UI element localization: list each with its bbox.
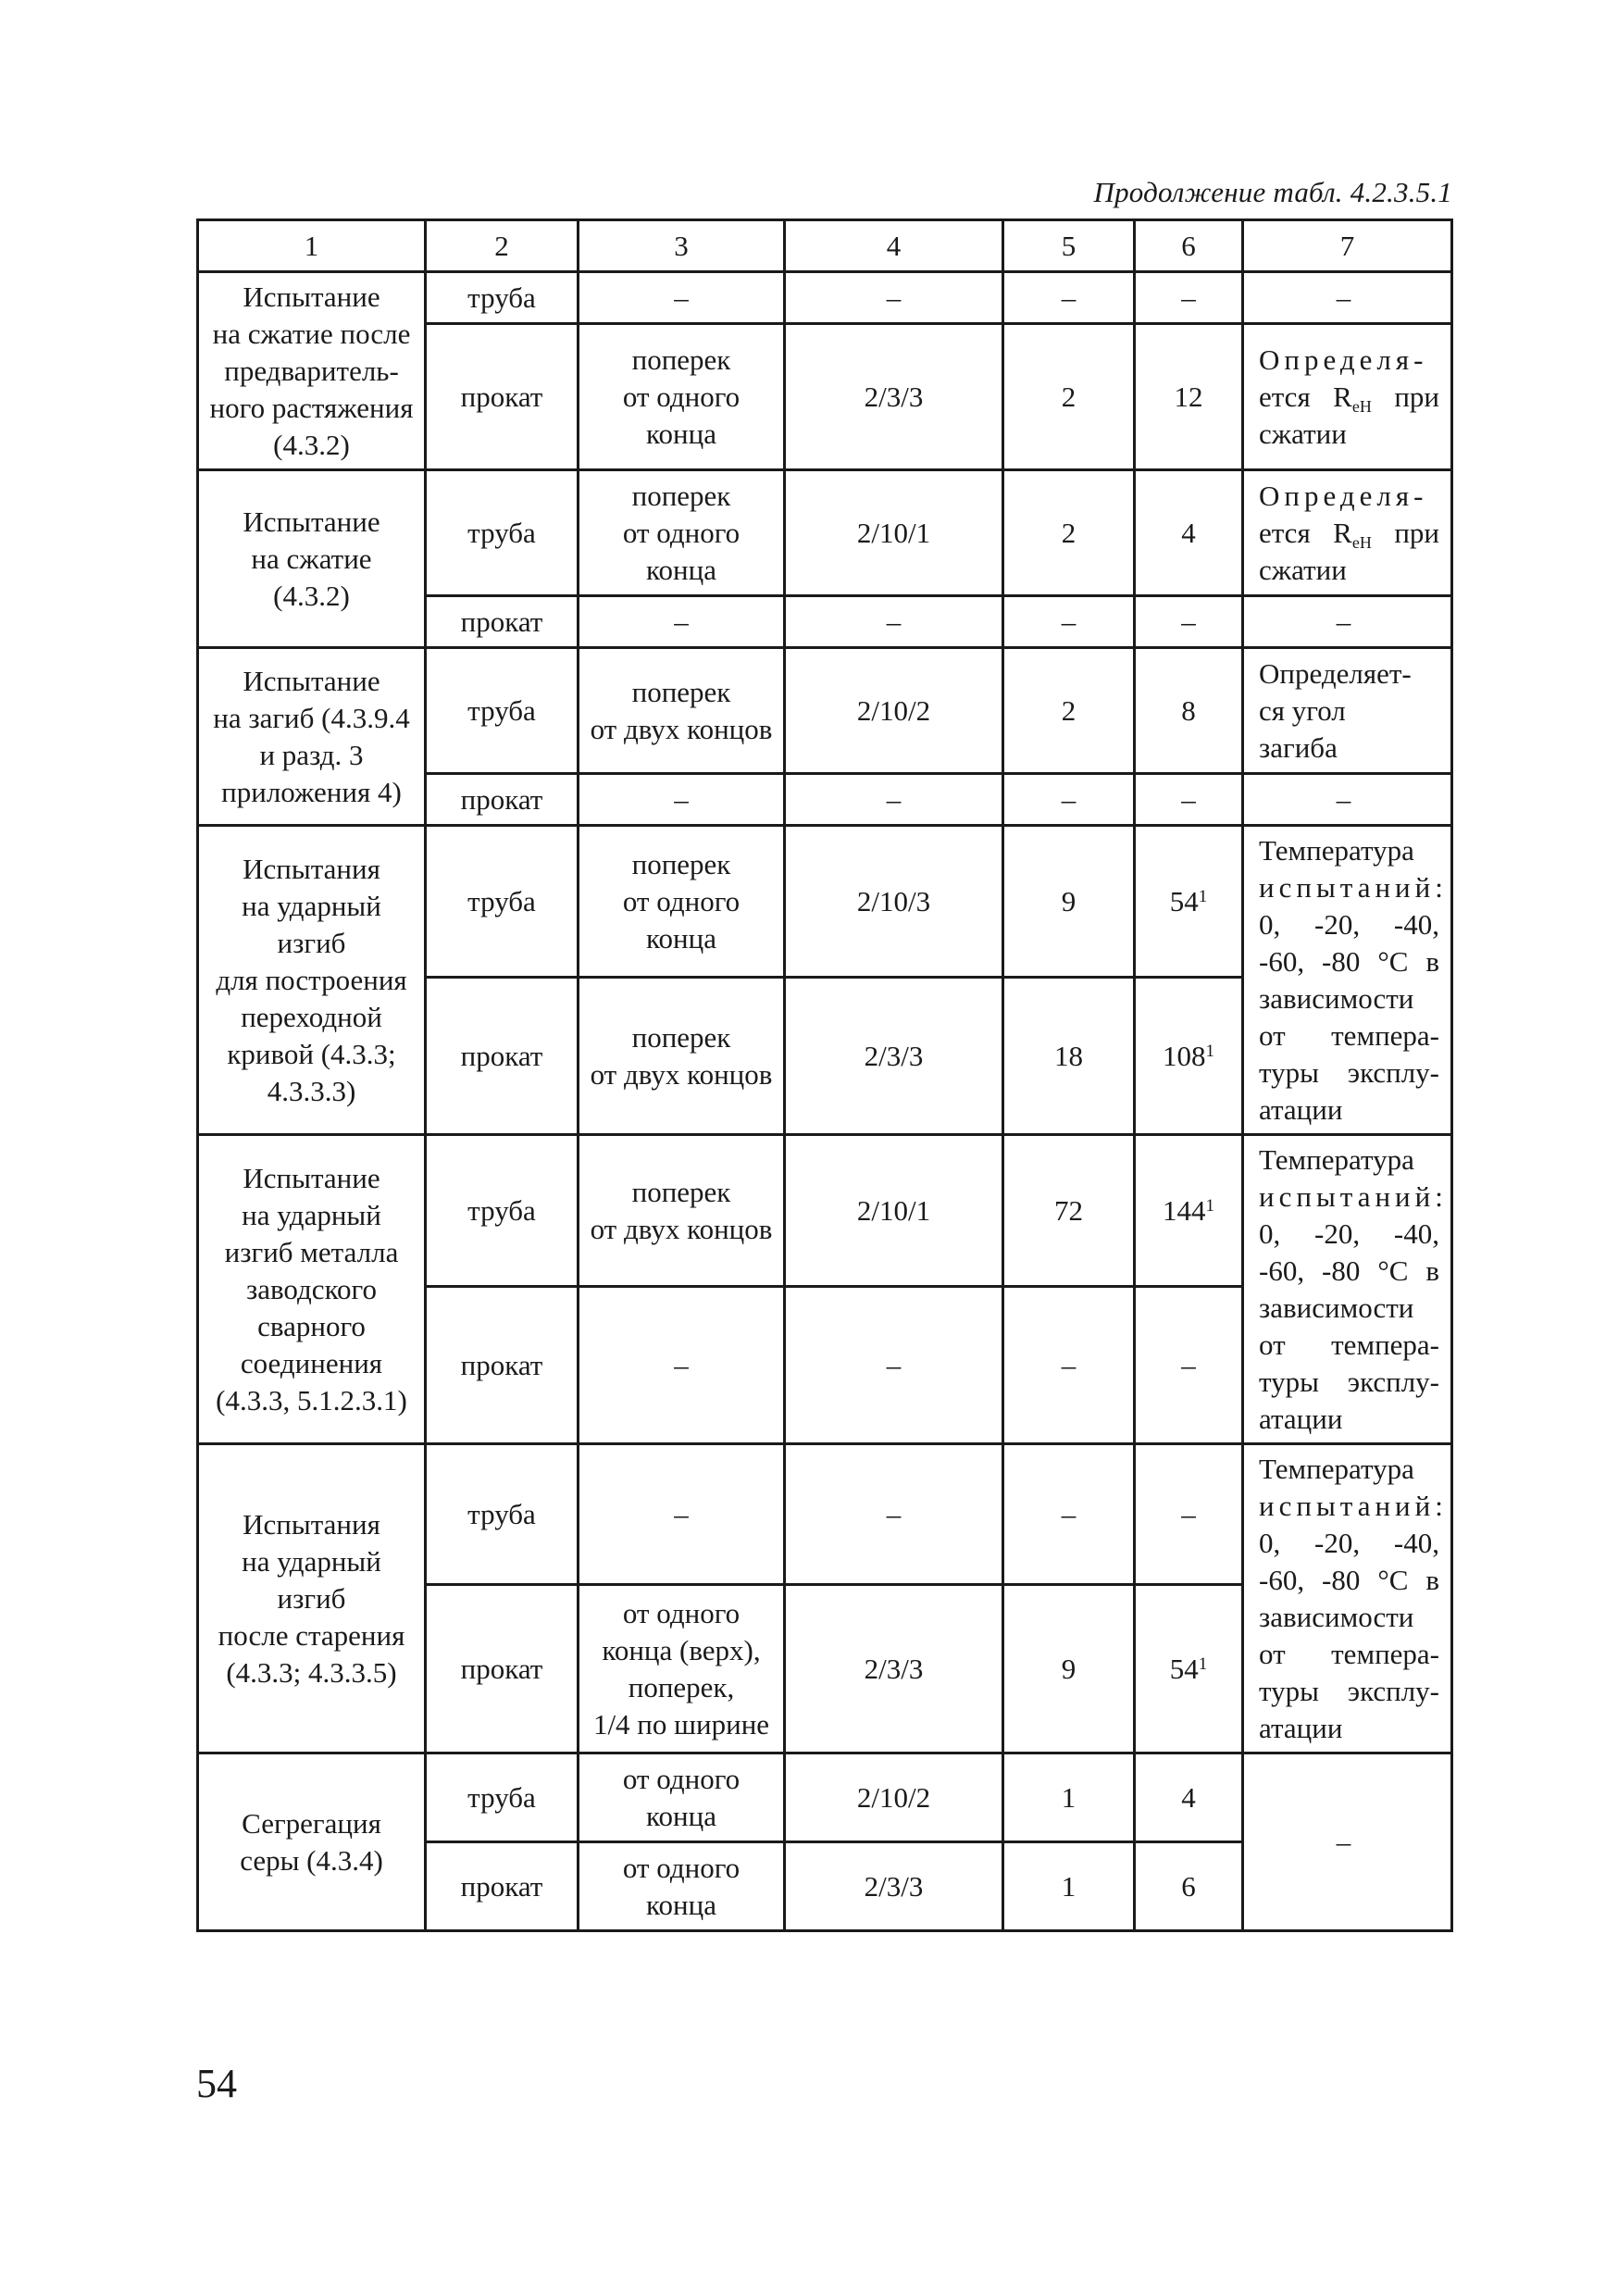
test-table — [196, 218, 1453, 1932]
samples-cell: 2 — [1003, 324, 1135, 470]
table-row — [198, 826, 1452, 978]
footnote-mark: 1 — [1198, 1653, 1208, 1674]
tests-cell: 4 — [1135, 1753, 1243, 1842]
table-row — [198, 1444, 1452, 1585]
test-name-cell: Испытание на загиб (4.3.9.4 и разд. 3 приложения 4) — [198, 648, 426, 826]
sampling-cell: поперек от одного конца — [579, 324, 785, 470]
header-cell: 1 — [198, 220, 426, 272]
samples-cell: 1 — [1003, 1842, 1135, 1931]
quantity-cell: 2/3/3 — [785, 978, 1003, 1135]
samples-cell: – — [1003, 596, 1135, 648]
product-type-cell: труба — [426, 1135, 579, 1287]
note-cell: – — [1243, 596, 1452, 648]
header-cell: 7 — [1243, 220, 1452, 272]
sampling-cell: поперек от одного конца — [579, 826, 785, 978]
table-row — [198, 648, 1452, 774]
quantity-cell: – — [785, 272, 1003, 324]
product-type-cell: прокат — [426, 978, 579, 1135]
sampling-cell: – — [579, 1444, 785, 1585]
note-cell: Определяет- ся угол загиба — [1243, 648, 1452, 774]
quantity-cell: – — [785, 1444, 1003, 1585]
note-cell: – — [1243, 272, 1452, 324]
product-type-cell: труба — [426, 648, 579, 774]
tests-cell: $54^1$ — [1135, 1585, 1243, 1753]
quantity-cell: 2/10/2 — [785, 1753, 1003, 1842]
note-cell: Температура испытаний: 0, -20, -40, -60, -80 °С в зависимости от темпера- туры эксплу- атации — [1243, 1135, 1452, 1444]
sampling-cell: поперек от одного конца — [579, 470, 785, 596]
product-type-cell: прокат — [426, 1585, 579, 1753]
page-number: 54 — [196, 2061, 237, 2106]
sampling-cell: – — [579, 774, 785, 826]
samples-cell: 9 — [1003, 826, 1135, 978]
table-row — [198, 470, 1452, 596]
quantity-cell: 2/10/1 — [785, 1135, 1003, 1287]
samples-cell: – — [1003, 774, 1135, 826]
samples-cell: – — [1003, 1287, 1135, 1444]
sampling-cell: – — [579, 272, 785, 324]
quantity-cell: – — [785, 1287, 1003, 1444]
samples-cell: 1 — [1003, 1753, 1135, 1842]
header-cell: 5 — [1003, 220, 1135, 272]
table-row — [198, 1753, 1452, 1842]
tests-cell: 4 — [1135, 470, 1243, 596]
header-cell: 3 — [579, 220, 785, 272]
quantity-cell: – — [785, 774, 1003, 826]
product-type-cell: прокат — [426, 774, 579, 826]
table-row — [198, 272, 1452, 324]
table-row — [198, 1135, 1452, 1287]
tests-cell: 12 — [1135, 324, 1243, 470]
product-type-cell: прокат — [426, 1287, 579, 1444]
tests-cell: – — [1135, 272, 1243, 324]
product-type-cell: прокат — [426, 596, 579, 648]
table-continuation-caption: Продолжение табл. 4.2.3.5.1 — [1093, 176, 1452, 208]
footnote-mark: 1 — [1205, 1195, 1214, 1216]
quantity-cell: 2/3/3 — [785, 1585, 1003, 1753]
product-type-cell: труба — [426, 1444, 579, 1585]
sampling-cell: от одного конца — [579, 1753, 785, 1842]
samples-cell: 2 — [1003, 470, 1135, 596]
product-type-cell: труба — [426, 272, 579, 324]
tests-cell: $108^1$ — [1135, 978, 1243, 1135]
tests-cell: 8 — [1135, 648, 1243, 774]
quantity-cell: 2/10/1 — [785, 470, 1003, 596]
product-type-cell: прокат — [426, 324, 579, 470]
tests-cell: – — [1135, 596, 1243, 648]
test-name-cell: Испытания на ударный изгиб после старения (4.3.3; 4.3.3.5) — [198, 1444, 426, 1753]
tests-cell: $144^1$ — [1135, 1135, 1243, 1287]
sampling-cell: – — [579, 596, 785, 648]
note-cell: – — [1243, 1753, 1452, 1931]
sampling-cell: – — [579, 1287, 785, 1444]
footnote-mark: 1 — [1198, 886, 1208, 906]
footnote-mark: 1 — [1205, 1041, 1214, 1061]
sampling-cell: поперек от двух концов — [579, 1135, 785, 1287]
product-type-cell: труба — [426, 470, 579, 596]
test-name-cell: Испытание на сжатие после предваритель- ного растяжения (4.3.2) — [198, 272, 426, 470]
header-cell: 4 — [785, 220, 1003, 272]
note-cell: – — [1243, 774, 1452, 826]
samples-cell: 72 — [1003, 1135, 1135, 1287]
note-cell: Определя- ется $R_{еН}$ при сжатии — [1243, 324, 1452, 470]
quantity-cell: 2/3/3 — [785, 1842, 1003, 1931]
samples-cell: 18 — [1003, 978, 1135, 1135]
tests-cell: – — [1135, 774, 1243, 826]
note-cell: Температура испытаний: 0, -20, -40, -60, -80 °С в зависимости от темпера- туры эксплу- атации — [1243, 1444, 1452, 1753]
note-cell: Температура испытаний: 0, -20, -40, -60, -80 °С в зависимости от темпера- туры эксплу- атации — [1243, 826, 1452, 1135]
test-name-cell: Испытание на сжатие (4.3.2) — [198, 470, 426, 648]
samples-cell: 2 — [1003, 648, 1135, 774]
sampling-cell: поперек от двух концов — [579, 978, 785, 1135]
quantity-cell: 2/10/3 — [785, 826, 1003, 978]
test-name-cell: Сегрегация серы (4.3.4) — [198, 1753, 426, 1931]
header-cell: 2 — [426, 220, 579, 272]
tests-cell: – — [1135, 1444, 1243, 1585]
samples-cell: 9 — [1003, 1585, 1135, 1753]
header-row — [198, 220, 1452, 272]
header-cell: 6 — [1135, 220, 1243, 272]
sampling-cell: от одного конца — [579, 1842, 785, 1931]
quantity-cell: 2/10/2 — [785, 648, 1003, 774]
test-name-cell: Испытания на ударный изгиб для построения переходной кривой (4.3.3; 4.3.3.3) — [198, 826, 426, 1135]
tests-cell: 6 — [1135, 1842, 1243, 1931]
quantity-cell: 2/3/3 — [785, 324, 1003, 470]
test-name-cell: Испытание на ударный изгиб металла заводского сварного соединения (4.3.3, 5.1.2.3.1) — [198, 1135, 426, 1444]
tests-cell: $54^1$ — [1135, 826, 1243, 978]
tests-cell: – — [1135, 1287, 1243, 1444]
product-type-cell: труба — [426, 1753, 579, 1842]
samples-cell: – — [1003, 1444, 1135, 1585]
samples-cell: – — [1003, 272, 1135, 324]
quantity-cell: – — [785, 596, 1003, 648]
sampling-cell: от одного конца (верх), поперек, 1/4 по ширине — [579, 1585, 785, 1753]
product-type-cell: прокат — [426, 1842, 579, 1931]
sampling-cell: поперек от двух концов — [579, 648, 785, 774]
product-type-cell: труба — [426, 826, 579, 978]
note-cell: Определя- ется $R_{еН}$ при сжатии — [1243, 470, 1452, 596]
